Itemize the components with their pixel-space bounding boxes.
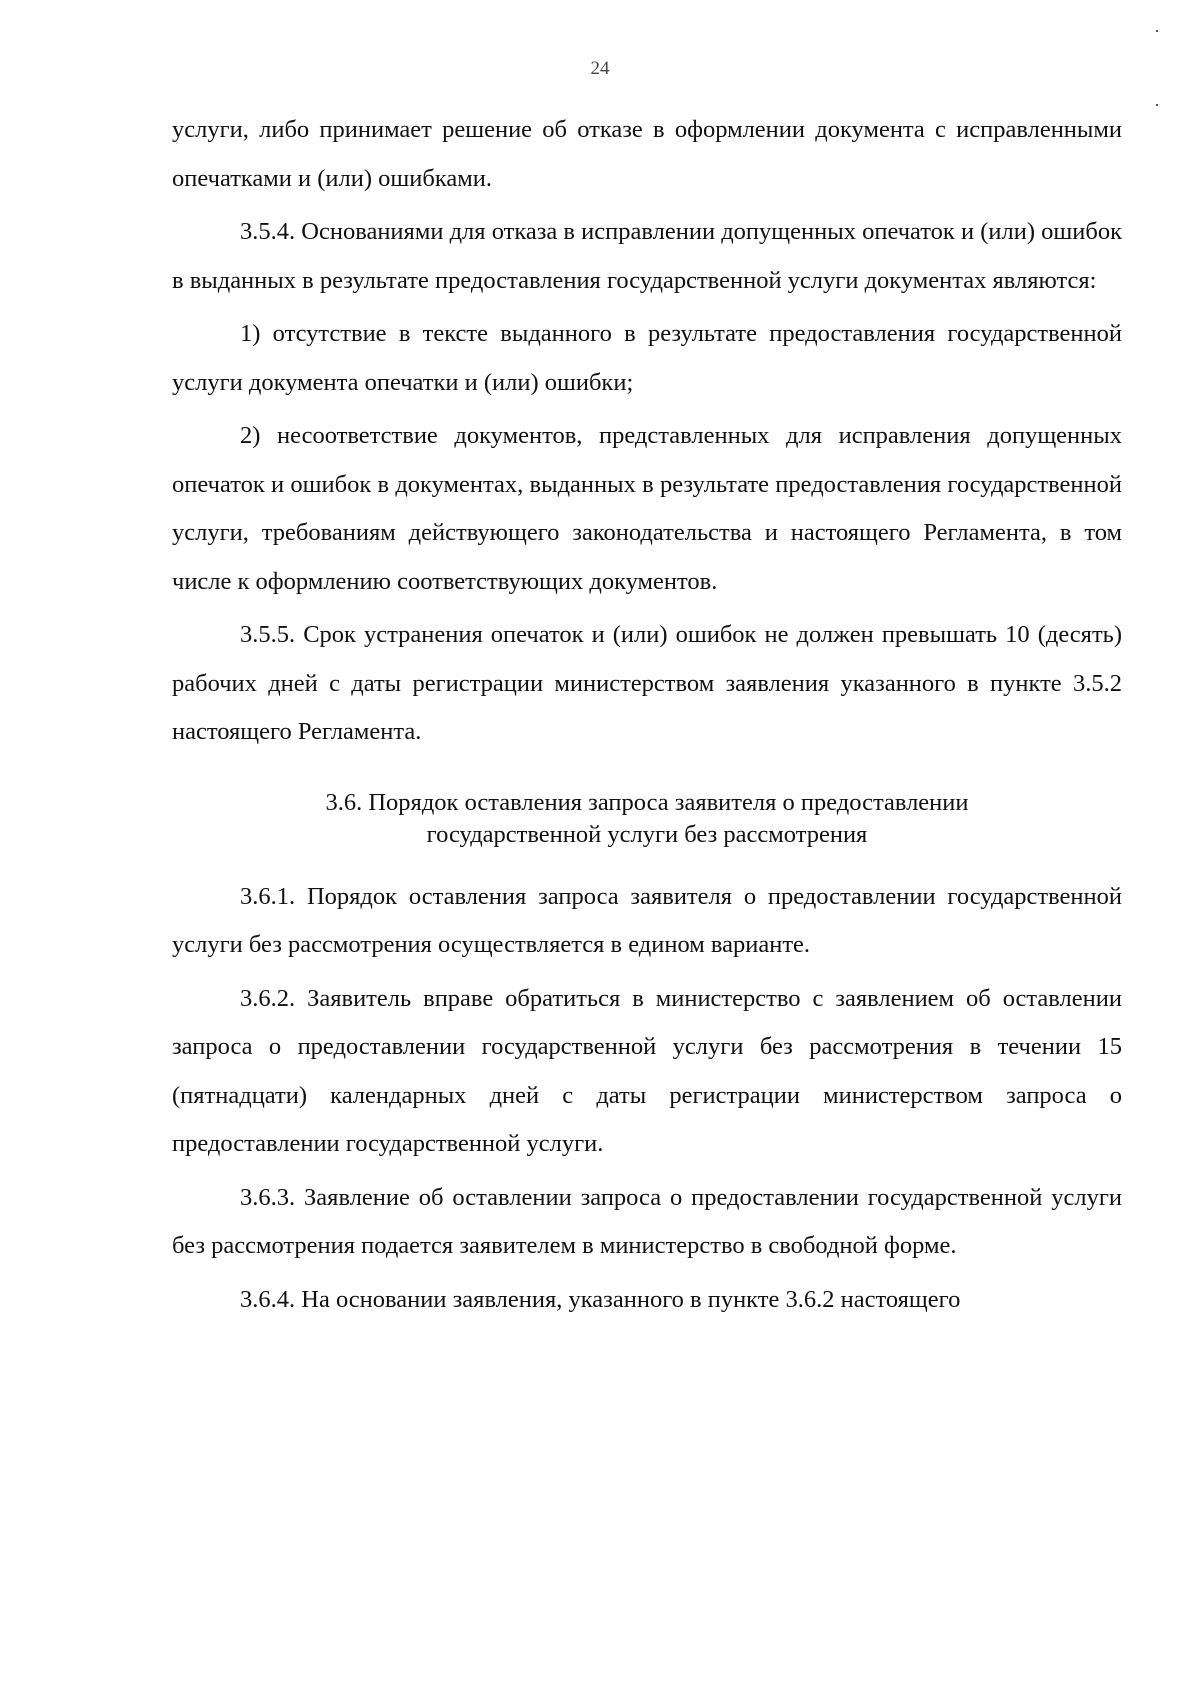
scan-mark	[1156, 104, 1158, 106]
section-heading-3-6	[172, 787, 1122, 851]
paragraph-continuation: услуги, либо принимает решение об отказе в оформлении документа с исправленными опечатками и (или) ошибками.	[172, 116, 1122, 192]
paragraph-3-6-1: 3.6.1. Порядок оставления запроса заявителя о предоставлении государственной услуги без рассмотрения осуществляется в едином варианте.	[172, 882, 1122, 958]
scan-mark	[1156, 30, 1158, 32]
paragraph-3-5-5: 3.5.5. Срок устранения опечаток и (или) ошибок не должен превышать 10 (десять) рабочих дней с даты регистрации министерством заявления указанного в пункте 3.5.2 настоящего Регламента.	[172, 621, 1122, 745]
document-body	[172, 106, 1122, 1329]
list-item-2: 2) несоответствие документов, представленных для исправления допущенных опечаток и ошибок в документах, выданных в результате предоставления государственной услуги, требованиям действующего законодательства и настоящего Регламента, в том числе к оформлению соответствующих документов.	[172, 422, 1122, 595]
paragraph-3-5-4: 3.5.4. Основаниями для отказа в исправлении допущенных опечаток и (или) ошибок в выданных в результате предоставления государственной услуги документах являются:	[172, 218, 1122, 294]
paragraph-3-6-2: 3.6.2. Заявитель вправе обратиться в министерство с заявлением об оставлении запроса о предоставлении государственной услуги без рассмотрения в течении 15 (пятнадцати) календарных дней с даты регистрации министерством запроса о предоставлении государственной услуги.	[172, 984, 1122, 1157]
section-heading-line-1: 3.6. Порядок оставления запроса заявителя о предоставлении	[325, 788, 969, 816]
section-heading-line-2: государственной услуги без рассмотрения	[426, 820, 868, 848]
paragraph-3-6-3: 3.6.3. Заявление об оставлении запроса о предоставлении государственной услуги без рассмотрения подается заявителем в министерство в свободной форме.	[172, 1183, 1122, 1259]
list-item-1: 1) отсутствие в тексте выданного в результате предоставления государственной услуги документа опечатки и (или) ошибки;	[172, 320, 1122, 396]
page-number: 24	[590, 58, 610, 79]
paragraph-3-6-4: 3.6.4. На основании заявления, указанного в пункте 3.6.2 настоящего	[240, 1285, 961, 1313]
